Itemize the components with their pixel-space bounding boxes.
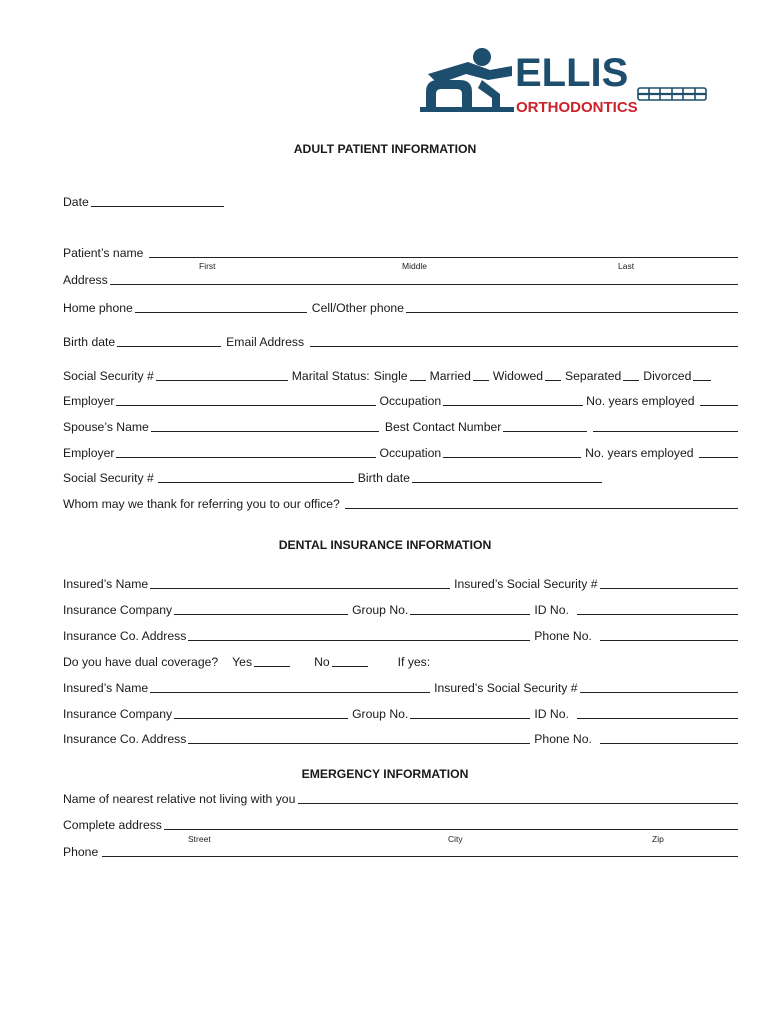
years-employed-field[interactable] (700, 394, 738, 406)
group-no2-label: Group No. (352, 707, 409, 721)
home-phone-field[interactable] (135, 301, 307, 313)
employer-row (63, 394, 738, 408)
referral-row (63, 497, 738, 511)
dual-coverage-row (63, 655, 432, 669)
dental-heading: DENTAL INSURANCE INFORMATION (278, 538, 492, 552)
best-contact-label: Best Contact Number (384, 420, 502, 434)
name-middle-caption: Middle (402, 261, 428, 271)
spouse-row (63, 420, 738, 434)
form-title: ADULT PATIENT INFORMATION (293, 142, 477, 156)
marital-single-field[interactable] (410, 369, 426, 381)
address-zip-caption: Zip (652, 834, 664, 844)
insurance-address2-label: Insurance Co. Address (63, 732, 187, 746)
relative-field[interactable] (298, 792, 738, 804)
marital-divorced-field[interactable] (693, 369, 711, 381)
logo-tagline: ORTHODONTICS (516, 99, 638, 116)
id-no2-field[interactable] (577, 707, 738, 719)
dual-yes-label: Yes (232, 655, 253, 669)
relative-row (63, 792, 738, 806)
spouse-years-field[interactable] (699, 446, 738, 458)
spouse-name-field[interactable] (151, 420, 379, 432)
birth-email-row (63, 335, 738, 349)
spouse-occupation-field[interactable] (443, 446, 581, 458)
insured-name-label: Insured’s Name (63, 577, 149, 591)
marital-separated-field[interactable] (623, 369, 639, 381)
occupation-label: Occupation (379, 394, 442, 408)
occupation-field[interactable] (443, 394, 583, 406)
insured-name-field[interactable] (150, 577, 450, 589)
referral-label: Whom may we thank for referring you to our office? (63, 497, 340, 511)
insured-ssn-label: Insured’s Social Security # (454, 577, 598, 591)
spouse-ssn-label: Social Security # (63, 471, 154, 485)
insurance-address-label: Insurance Co. Address (63, 629, 187, 643)
ellis-orthodontics-logo (420, 44, 710, 116)
address-label: Address (63, 273, 108, 287)
marital-label: Marital Status: (291, 369, 370, 383)
insured-name-row (63, 577, 738, 591)
complete-address-row (63, 818, 738, 832)
insurance-address-row (63, 629, 738, 643)
address-row (63, 273, 738, 287)
insurance-company-row (63, 603, 738, 617)
phone-row (63, 301, 738, 315)
insured2-name-row (63, 681, 738, 695)
ssn-field[interactable] (156, 369, 288, 381)
if-yes-label: If yes: (397, 655, 431, 669)
birth-date-label: Birth date (63, 335, 116, 349)
id-no-field[interactable] (577, 603, 738, 615)
marital-married-label: Married (429, 369, 471, 383)
person-hurdle-icon (420, 48, 514, 112)
spouse-birth-label: Birth date (357, 471, 410, 485)
complete-address-label: Complete address (63, 818, 162, 832)
spouse-ssn-field[interactable] (158, 471, 354, 483)
spouse-employer-label: Employer (63, 446, 115, 460)
emergency-phone-label: Phone (63, 845, 99, 859)
ssn-marital-row (63, 369, 738, 383)
phone-no-field[interactable] (600, 629, 738, 641)
spouse-occupation-label: Occupation (379, 446, 442, 460)
best-contact-field[interactable] (503, 420, 587, 432)
address-city-caption: City (448, 834, 463, 844)
birth-date-field[interactable] (117, 335, 221, 347)
insurance-address2-field[interactable] (188, 732, 530, 744)
marital-widowed-label: Widowed (492, 369, 544, 383)
address-field[interactable] (110, 273, 738, 285)
insurance-company2-field[interactable] (174, 707, 348, 719)
patient-name-label: Patient’s name (63, 246, 144, 260)
cell-phone-field[interactable] (406, 301, 738, 313)
spouse-employer-row (63, 446, 738, 460)
name-first-caption: First (199, 261, 216, 271)
address-street-caption: Street (188, 834, 211, 844)
spouse-name-label: Spouse’s Name (63, 420, 149, 434)
insurance-address2-row (63, 732, 738, 746)
relative-label: Name of nearest relative not living with you (63, 792, 296, 806)
date-field[interactable] (91, 195, 224, 207)
years-employed-label: No. years employed (586, 394, 695, 408)
name-last-caption: Last (618, 261, 635, 271)
email-field[interactable] (310, 335, 738, 347)
logo-brand: ELLIS (515, 51, 629, 95)
home-phone-label: Home phone (63, 301, 133, 315)
complete-address-field[interactable] (164, 818, 738, 830)
insurance-address-field[interactable] (188, 629, 530, 641)
insurance-company-label: Insurance Company (63, 603, 173, 617)
patient-name-field[interactable] (149, 246, 738, 258)
dual-coverage-label: Do you have dual coverage? (63, 655, 219, 669)
group-no-label: Group No. (352, 603, 409, 617)
id-no2-label: ID No. (534, 707, 569, 721)
id-no-label: ID No. (534, 603, 569, 617)
spouse-employer-field[interactable] (116, 446, 376, 458)
dual-no-field[interactable] (332, 655, 368, 667)
insurance-company-field[interactable] (174, 603, 348, 615)
insured2-ssn-label: Insured’s Social Security # (434, 681, 578, 695)
spouse-years-label: No. years employed (585, 446, 694, 460)
phone-no-label: Phone No. (534, 629, 592, 643)
phone-no2-field[interactable] (600, 732, 738, 744)
insured2-name-label: Insured’s Name (63, 681, 149, 695)
employer-label: Employer (63, 394, 115, 408)
marital-divorced-label: Divorced (643, 369, 692, 383)
insurance-company2-label: Insurance Company (63, 707, 173, 721)
insured2-name-field[interactable] (150, 681, 430, 693)
marital-separated-label: Separated (565, 369, 622, 383)
insurance-company2-row (63, 707, 738, 721)
spouse-ssn-row (63, 471, 602, 485)
marital-single-label: Single (373, 369, 408, 383)
group-no2-field[interactable] (410, 707, 530, 719)
dual-no-label: No (314, 655, 330, 669)
date-label: Date (63, 195, 89, 209)
marital-married-field[interactable] (473, 369, 489, 381)
marital-widowed-field[interactable] (545, 369, 561, 381)
patient-name-row (63, 246, 738, 260)
group-no-field[interactable] (410, 603, 530, 615)
spouse-birth-field[interactable] (412, 471, 602, 483)
referral-field[interactable] (345, 497, 738, 509)
emergency-phone-row (63, 845, 738, 859)
insured2-ssn-field[interactable] (580, 681, 738, 693)
email-label: Email Address (226, 335, 305, 349)
emergency-heading: EMERGENCY INFORMATION (301, 767, 469, 781)
cell-phone-label: Cell/Other phone (311, 301, 404, 315)
phone-no2-label: Phone No. (534, 732, 592, 746)
best-contact-field-2[interactable] (593, 420, 738, 432)
dual-yes-field[interactable] (254, 655, 290, 667)
teeth-braces-icon (638, 88, 706, 100)
emergency-phone-field[interactable] (102, 845, 738, 857)
ssn-label: Social Security # (63, 369, 154, 383)
date-row (63, 195, 224, 209)
insured-ssn-field[interactable] (600, 577, 738, 589)
employer-field[interactable] (116, 394, 376, 406)
